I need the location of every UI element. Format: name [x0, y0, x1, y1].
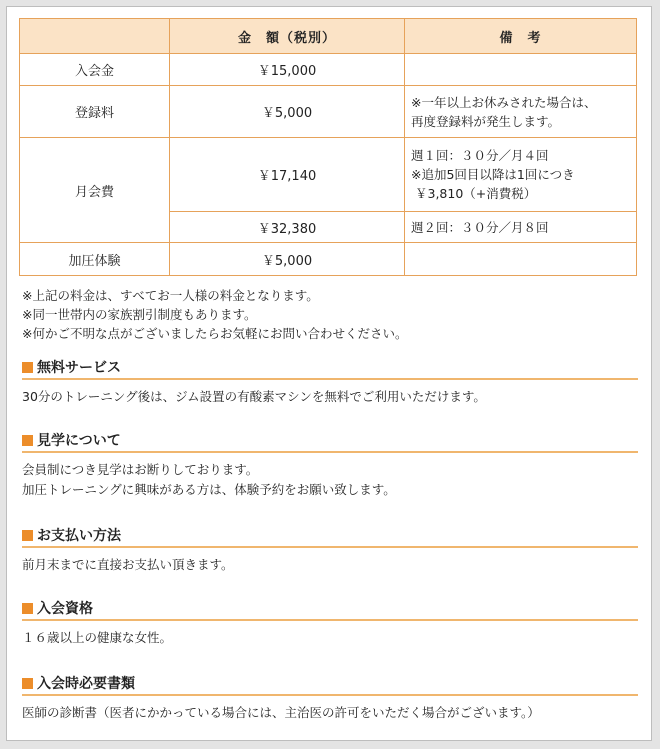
note-line: 週１回：３０分／月４回 — [411, 148, 549, 163]
note-line: ※同一世帯内の家族割引制度もあります。 — [22, 307, 257, 322]
row-price: ￥17,140 — [170, 138, 405, 212]
row-note: 週２回：３０分／月８回 — [405, 212, 637, 243]
row-label: 入会金 — [20, 54, 170, 86]
row-label: 加圧体験 — [20, 243, 170, 276]
section-eligibility — [22, 597, 638, 648]
section-heading — [22, 356, 638, 380]
section-title: お支払い方法 — [37, 528, 121, 544]
section-body — [22, 628, 638, 648]
note-line: 再度登録料が発生します。 — [411, 113, 561, 129]
body-line: 30分のトレーニング後は、ジム設置の有酸素マシンを無料でご利用いただけます。 — [22, 389, 486, 404]
body-line: 前月末までに直接お支払い頂きます。 — [22, 557, 234, 572]
section-heading — [22, 524, 638, 548]
square-bullet-icon — [22, 435, 33, 446]
fee-notes — [22, 286, 407, 343]
section-heading — [22, 597, 638, 621]
section-heading — [22, 429, 638, 453]
note-line: ※追加5回目以降は1回につき — [411, 167, 575, 182]
table-row — [20, 243, 637, 276]
section-body — [22, 555, 638, 575]
body-line: 加圧トレーニングに興味がある方は、体験予約をお願い致します。 — [22, 482, 396, 497]
section-body — [22, 387, 638, 407]
square-bullet-icon — [22, 362, 33, 373]
table-row — [20, 138, 637, 212]
section-free-service — [22, 356, 638, 407]
row-note — [405, 86, 637, 138]
note-line: ※何かご不明な点がございましたらお気軽にお問い合わせください。 — [22, 326, 408, 341]
section-visit — [22, 429, 638, 500]
header-amount: 金 額（税別） — [170, 19, 405, 54]
row-label: 月会費 — [20, 138, 170, 243]
row-note — [405, 54, 637, 86]
body-line: １６歳以上の健康な女性。 — [22, 630, 173, 645]
body-line: 会員制につき見学はお断りしております。 — [22, 462, 259, 477]
note-line: ※一年以上お休みされた場合は、 — [411, 94, 597, 110]
section-title: 無料サービス — [37, 360, 121, 376]
row-note — [405, 243, 637, 276]
header-remarks: 備 考 — [405, 19, 637, 54]
square-bullet-icon — [22, 530, 33, 541]
section-title: 入会時必要書類 — [37, 676, 135, 692]
square-bullet-icon — [22, 603, 33, 614]
fee-table — [19, 18, 637, 276]
body-line: 医師の診断書（医者にかかっている場合には、主治医の許可をいただく場合がございます。） — [22, 705, 540, 720]
row-label: 登録料 — [20, 86, 170, 138]
row-price: ￥5,000 — [170, 243, 405, 276]
note-line: ￥3,810（+消費税） — [415, 186, 537, 201]
section-body — [22, 460, 638, 500]
table-row — [20, 54, 637, 86]
header-empty — [20, 19, 170, 54]
section-payment — [22, 524, 638, 575]
row-price: ￥5,000 — [170, 86, 405, 138]
row-price: ￥32,380 — [170, 212, 405, 243]
row-note — [405, 138, 637, 212]
section-title: 入会資格 — [37, 601, 93, 617]
note-line: ※上記の料金は、すべてお一人様の料金となります。 — [22, 288, 319, 303]
square-bullet-icon — [22, 678, 33, 689]
section-body — [22, 703, 638, 723]
row-price: ￥15,000 — [170, 54, 405, 86]
table-row — [20, 86, 637, 138]
section-documents — [22, 672, 638, 723]
section-title: 見学について — [37, 433, 121, 449]
section-heading — [22, 672, 638, 696]
table-header-row — [20, 19, 637, 54]
